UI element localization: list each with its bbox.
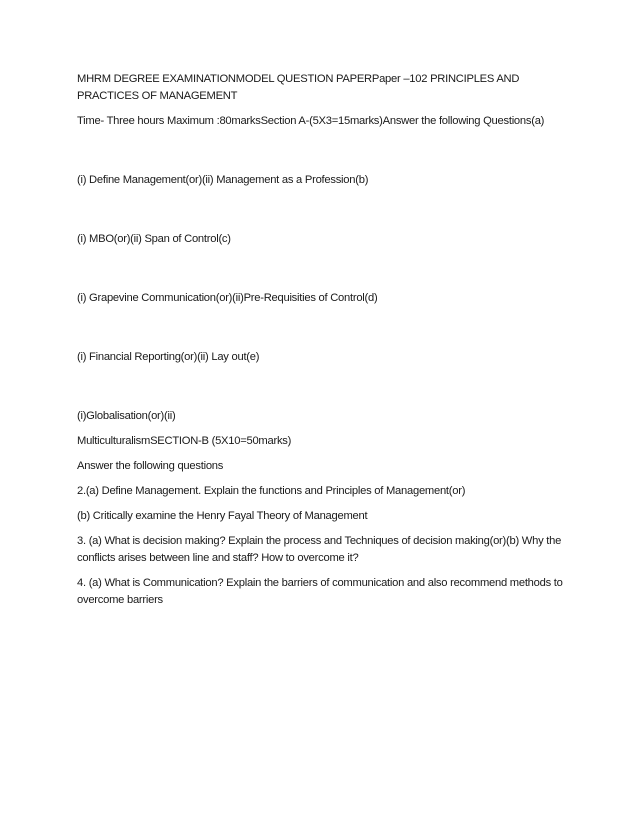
question-4: 4. (a) What is Communication? Explain the barriers of communication and also recommend methods to overcome barriers [77,577,563,606]
question-2b: (b) Critically examine the Henry Fayal Theory of Management [77,510,368,522]
question-e: (i)Globalisation(or)(ii) [77,410,176,422]
question-d: (i) Financial Reporting(or)(ii) Lay out(e) [77,351,260,363]
question-3: 3. (a) What is decision making? Explain the process and Techniques of decision making(or)(b) Why the conflicts arises between line and staff? How to overcome it? [77,535,562,564]
section-b-header: MulticulturalismSECTION-B (5X10=50marks) [77,435,292,447]
exam-title: MHRM DEGREE EXAMINATIONMODEL QUESTION PAPERPaper –102 PRINCIPLES AND PRACTICES OF MANAGEMENT [77,73,520,102]
question-b: (i) MBO(or)(ii) Span of Control(c) [77,233,231,245]
question-2a: 2.(a) Define Management. Explain the functions and Principles of Management(or) [77,485,466,497]
document-body [77,71,567,617]
question-a: (i) Define Management(or)(ii) Management as a Profession(b) [77,174,369,186]
question-c: (i) Grapevine Communication(or)(ii)Pre-Requisities of Control(d) [77,292,378,304]
exam-instructions: Time- Three hours Maximum :80marksSection A-(5X3=15marks)Answer the following Questions(a) [77,115,545,127]
section-b-instructions: Answer the following questions [77,460,224,472]
